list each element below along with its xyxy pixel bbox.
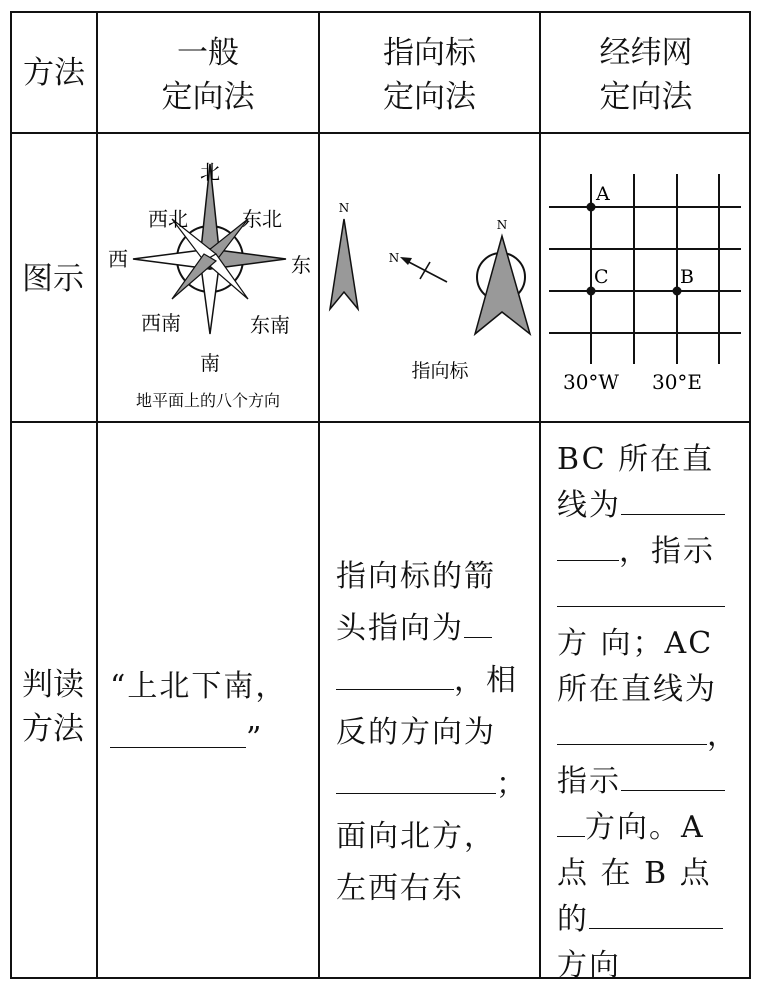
- answer-blank[interactable]: [621, 513, 725, 515]
- answer-blank[interactable]: [557, 743, 707, 745]
- row-label-figure: 图示: [22, 261, 84, 297]
- pointer-method-text: [336, 551, 536, 915]
- answer-blank[interactable]: [464, 636, 492, 638]
- header-general-line2: 定向法: [161, 79, 255, 115]
- label-30e: 30°E: [651, 370, 703, 394]
- pointer-line-2: 头指向为: [336, 603, 536, 655]
- answer-blank[interactable]: [557, 835, 585, 837]
- label-c: C: [594, 266, 609, 288]
- grid-line-1: BC 所在直: [557, 442, 715, 477]
- pointer-arrow-2-head: [400, 257, 412, 265]
- divider: [12, 421, 749, 423]
- label-b: B: [680, 266, 694, 288]
- compass-caption: 地平面上的八个方向: [135, 391, 281, 410]
- label-south: 南: [200, 351, 220, 375]
- grid-lines: [549, 174, 741, 364]
- answer-blank[interactable]: [557, 559, 619, 561]
- label-southwest: 西南: [141, 311, 181, 335]
- row-label-judge: [22, 663, 84, 751]
- pointer-figure: [320, 134, 539, 421]
- header-grid-line1: 经纬网: [599, 35, 693, 71]
- answer-blank[interactable]: [336, 792, 496, 794]
- answer-blank[interactable]: [621, 789, 725, 791]
- header-pointer-line2: 定向法: [383, 79, 476, 115]
- pointer-line-7: 左西右东: [336, 871, 464, 906]
- pointer-n-label-3: N: [496, 218, 508, 232]
- header-pointer: [320, 31, 539, 119]
- grid-method-text: [557, 437, 747, 989]
- grid-line-4: [557, 575, 747, 621]
- grid-line-12: 方向: [557, 948, 621, 983]
- answer-blank[interactable]: [589, 927, 723, 929]
- pointer-caption: 指向标: [411, 360, 469, 382]
- general-method-text: [110, 661, 316, 765]
- header-pointer-line1: 指向标: [383, 35, 476, 71]
- pointer-n-label-1: N: [338, 201, 350, 215]
- label-northwest: 西北: [148, 207, 188, 231]
- compass-rose-figure: [98, 134, 318, 421]
- label-southeast: 东南: [250, 313, 290, 337]
- pointer-line-3: ，相: [336, 655, 536, 707]
- pointer-arrow-3: [475, 236, 530, 334]
- label-north: 北: [200, 160, 220, 184]
- grid-line-2: 线为: [557, 483, 747, 529]
- header-general-line1: 一般: [177, 35, 239, 71]
- pointer-line-1: 指向标的箭: [336, 559, 496, 594]
- method-table: [10, 11, 751, 983]
- answer-blank[interactable]: [336, 688, 454, 690]
- label-northeast: 东北: [242, 207, 282, 231]
- grid-line-3: ，指示: [557, 529, 747, 575]
- pointer-line-5: ；: [336, 759, 536, 811]
- answer-blank[interactable]: [110, 746, 246, 748]
- pointer-arrow-2-shaft: [405, 260, 447, 282]
- label-30w: 30°W: [562, 370, 620, 394]
- grid-line-5: 方 向；AC: [557, 626, 714, 661]
- label-west: 西: [108, 247, 128, 271]
- header-method: 方法: [23, 55, 85, 91]
- lat-lon-grid-figure: [541, 134, 751, 421]
- pointer-line-4: 反的方向为: [336, 715, 496, 750]
- row-label-judge-line1: 判读: [22, 667, 84, 703]
- row-label-judge-line2: 方法: [22, 711, 84, 747]
- general-line-2: ”: [110, 713, 316, 765]
- grid-line-8: 指示: [557, 759, 747, 805]
- label-a: A: [596, 183, 610, 205]
- general-line-1: “上北下南，: [110, 669, 288, 704]
- pointer-arrow-2-cross: [420, 262, 430, 279]
- header-grid-line2: 定向法: [599, 79, 693, 115]
- label-east: 东: [291, 253, 311, 277]
- grid-line-7: ，: [557, 713, 747, 759]
- pointer-line-6: 面向北方，: [336, 819, 496, 854]
- grid-line-6: 所在直线为: [557, 672, 717, 707]
- header-general: [98, 31, 318, 119]
- pointer-arrow-1: [330, 219, 358, 309]
- grid-line-10: 点 在 B 点: [557, 856, 712, 891]
- grid-line-11: 的: [557, 897, 747, 943]
- header-grid: [541, 31, 751, 119]
- grid-line-9: 方向。A: [557, 805, 747, 851]
- point-a: [587, 203, 596, 212]
- pointer-n-label-2: N: [388, 251, 400, 265]
- answer-blank[interactable]: [557, 605, 725, 607]
